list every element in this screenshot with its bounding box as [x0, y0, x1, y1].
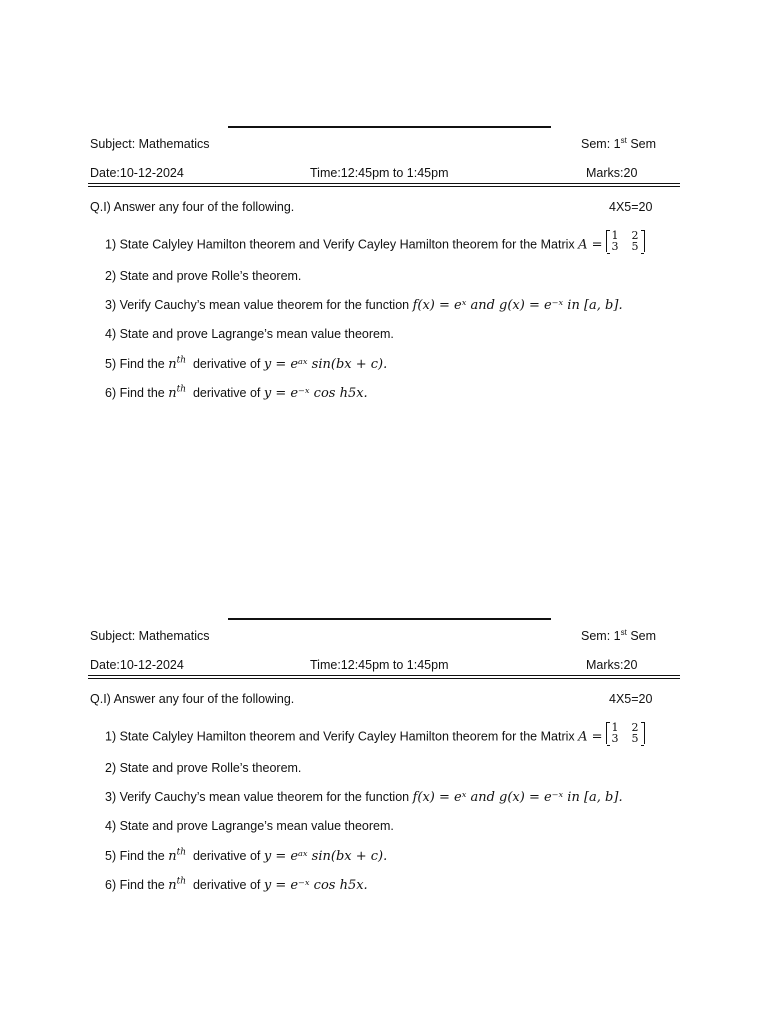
- total-marks: Marks:20: [586, 166, 638, 180]
- question-item-1: 1) State Calyley Hamilton theorem and Verify Cayley Hamilton theorem for the Matrix A = 1 2 3 5: [105, 234, 645, 256]
- question-item-2: 2) State and prove Rolle’s theorem.: [105, 269, 302, 283]
- semester-label: Sem: 1st Sem: [581, 135, 657, 151]
- total-marks: Marks:20: [586, 658, 638, 672]
- exam-date: Date:10-12-2024: [90, 166, 184, 180]
- question-item-5: 5) Find the $n^{th}$ derivative of y = eᵃˣ sin(bx + c).: [105, 847, 388, 864]
- exam-date: Date:10-12-2024: [90, 658, 184, 672]
- question-item-3: 3) Verify Cauchy’s mean value theorem for the function f(x) = eˣ and g(x) = e⁻ˣ in [a, b].: [105, 790, 623, 805]
- question-paper-2: [0, 618, 768, 918]
- header-double-rule: [88, 675, 680, 679]
- question-item-3: 3) Verify Cauchy’s mean value theorem for the function f(x) = eˣ and g(x) = e⁻ˣ in [a, b].: [105, 298, 623, 313]
- question-paper-1: [0, 126, 768, 426]
- question-heading: Q.I) Answer any four of the following.: [90, 200, 295, 214]
- header-double-rule: [88, 183, 680, 187]
- question-item-5: 5) Find the $n^{th}$ derivative of y = eᵃˣ sin(bx + c).: [105, 355, 388, 372]
- exam-time: Time:12:45pm to 1:45pm: [310, 166, 449, 180]
- matrix-a: 1 2 3 5: [606, 722, 645, 744]
- question-item-6: 6) Find the $n^{th}$ derivative of y = e⁻ˣ cos h5x.: [105, 876, 368, 893]
- question-item-4: 4) State and prove Lagrange’s mean value theorem.: [105, 327, 394, 341]
- matrix-a: 1 2 3 5: [606, 230, 645, 252]
- question-heading: Q.I) Answer any four of the following.: [90, 692, 295, 706]
- question-marks: 4X5=20: [609, 692, 653, 706]
- question-item-4: 4) State and prove Lagrange’s mean value theorem.: [105, 819, 394, 833]
- subject-label: Subject: Mathematics: [90, 629, 210, 643]
- question-item-6: 6) Find the $n^{th}$ derivative of y = e⁻ˣ cos h5x.: [105, 384, 368, 401]
- question-marks: 4X5=20: [609, 200, 653, 214]
- title-line: [228, 618, 551, 620]
- title-line: [228, 126, 551, 128]
- semester-label: Sem: 1st Sem: [581, 627, 657, 643]
- exam-time: Time:12:45pm to 1:45pm: [310, 658, 449, 672]
- subject-label: Subject: Mathematics: [90, 137, 210, 151]
- question-item-2: 2) State and prove Rolle’s theorem.: [105, 761, 302, 775]
- question-item-1: 1) State Calyley Hamilton theorem and Verify Cayley Hamilton theorem for the Matrix A = 1 2 3 5: [105, 726, 645, 748]
